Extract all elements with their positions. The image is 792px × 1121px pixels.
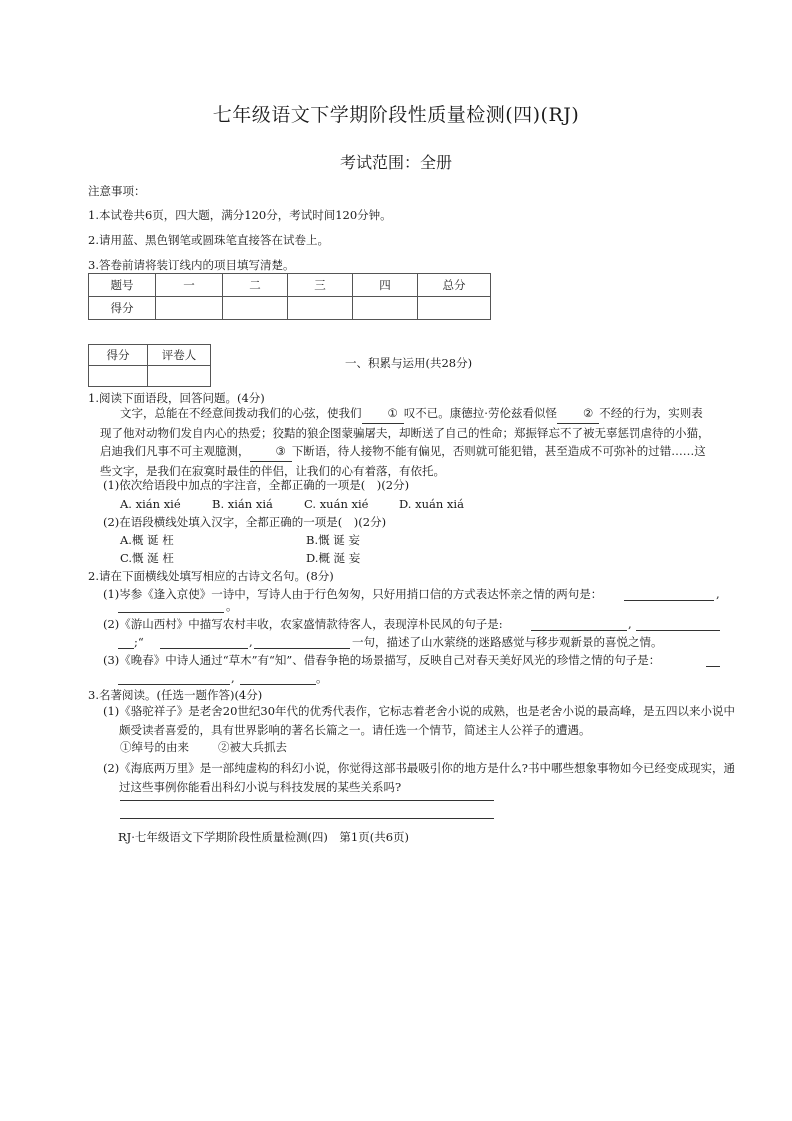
q2-sub3-blank-1[interactable] [706, 666, 720, 667]
q2-sub1-blank-2[interactable] [118, 612, 224, 613]
q1-passage [100, 404, 710, 480]
q1-sub2: (2)在语段横线处填入汉字，全都正确的一项是( )(2分) [103, 515, 387, 529]
grader-box-score-label: 得分 [89, 345, 148, 366]
q1-passage-part-2: 叹不已。康德拉·劳伦兹看似怪 [403, 406, 557, 420]
score-table-cell: 一 [156, 274, 223, 297]
grader-box-grader-cell[interactable] [148, 366, 211, 387]
score-cell-4[interactable] [353, 297, 418, 320]
score-cell-1[interactable] [156, 297, 223, 320]
q2-sub2-blank-3[interactable] [160, 648, 248, 649]
q1-passage-part-1: 文字，总能在不经意间拨动我们的心弦，使我们 [120, 406, 362, 420]
score-table-cell: 四 [353, 274, 418, 297]
q3-sub1-option-2: ②被大兵抓去 [218, 740, 287, 754]
q3-stem: 3.名著阅读。(任选一题作答)(4分) [88, 688, 263, 702]
q2-sub1: (1)岑参《逢入京使》一诗中，写诗人由于行色匆匆，只好用捎口信的方式表达怀亲之情的两句是： [103, 587, 603, 601]
period: 。 [226, 599, 238, 613]
q1-sub1-option-c: C. xuán xié [304, 497, 369, 511]
q1-blank-3: ③ [250, 442, 292, 462]
score-table-cell: 题号 [89, 274, 156, 297]
q1-blank-2: ② [557, 404, 599, 424]
page-footer: RJ·七年级语文下学期阶段性质量检测(四) 第1页(共6页) [118, 830, 410, 844]
exam-scope: 考试范围：全册 [339, 153, 452, 172]
grader-box-grader-label: 评卷人 [148, 345, 211, 366]
q2-sub2-blank-1[interactable] [531, 630, 627, 631]
comma: , [249, 635, 253, 649]
grader-box [88, 344, 211, 387]
comma: , [628, 617, 632, 631]
q2-sub2b-part-1: ;“ [134, 635, 144, 649]
note-item-1: 1.本试卷共6页，四大题，满分120分，考试时间120分钟。 [88, 208, 392, 222]
q1-passage-part-4: 下断语，待人接物不能有偏见，否则就可能犯错，甚至造成不可弥补的过错……这些文字，是我们在寂寞时最佳的伴侣，让我们的心有着落，有依托。 [100, 444, 706, 478]
score-table-cell: 二 [223, 274, 288, 297]
q2-sub2-blank-4[interactable] [254, 648, 350, 649]
q1-passage-part-3: 不经的行为，实则表现了他对动物们发自内心的热爱；狡黠的狼企图蒙骗屠夫，却断送了自己的性命；郑振铎忘不了被无辜惩罚虐待的小猫，启迪我们凡事不可主观臆测， [100, 406, 710, 458]
comma: , [231, 671, 235, 685]
q2-sub3-blank-1-cont[interactable] [118, 684, 230, 685]
q3-sub1-option-1: ①绰号的由来 [120, 740, 189, 754]
q1-sub1-option-b: B. xián xiá [212, 497, 273, 511]
q3-sub2: (2)《海底两万里》是一部纯虚构的科幻小说，你觉得这部书最吸引你的地方是什么?书中哪些想象事物如今已经变成现实，通过这些事例你能看出科幻小说与科技发展的某些关系吗? [103, 761, 735, 794]
q2-sub1-blank-1[interactable] [624, 600, 714, 601]
period: 。 [316, 671, 328, 685]
grader-box-score-cell[interactable] [89, 366, 148, 387]
answer-line-2[interactable] [120, 818, 494, 819]
answer-line-1[interactable] [120, 800, 494, 801]
score-cell-total[interactable] [418, 297, 491, 320]
q2-sub2a: (2)《游山西村》中描写农村丰收，农家盛情款待客人，表现淳朴民风的句子是: [103, 617, 503, 631]
score-table-header-row [89, 274, 491, 297]
q2-sub3-blank-2[interactable] [240, 684, 316, 685]
q2-stem: 2.请在下面横线处填写相应的古诗文名句。(8分) [88, 569, 334, 583]
q1-sub1-option-d: D. xuán xiá [399, 497, 464, 511]
note-item-3: 3.答卷前请将装订线内的项目填写清楚。 [88, 258, 295, 272]
note-item-2: 2.请用蓝、黑色钢笔或圆珠笔直接答在试卷上。 [88, 233, 329, 247]
score-table-cell: 总分 [418, 274, 491, 297]
q1-blank-1: ① [362, 404, 404, 424]
q2-sub2b-part-2: 一句，描述了山水萦绕的迷路感觉与移步观新景的喜悦之情。 [352, 635, 663, 649]
q1-sub1: (1)依次给语段中加点的字注音，全都正确的一项是( )(2分) [103, 478, 410, 492]
q1-stem: 1.阅读下面语段，回答问题。(4分) [88, 391, 265, 405]
score-cell-2[interactable] [223, 297, 288, 320]
q1-sub1-option-a: A. xián xié [120, 497, 181, 511]
score-cell-3[interactable] [288, 297, 353, 320]
q3-sub1: (1)《骆驼祥子》是老舍20世纪30年代的优秀代表作，它标志着老舍小说的成熟，也是老舍小说的最高峰，是五四以来小说中颇受读者喜爱的，具有世界影响的著名长篇之一。请任选一个情节，简述主人公祥子的遭遇。 [103, 704, 736, 737]
q2-sub2-blank-2-cont[interactable] [118, 648, 134, 649]
notes-heading: 注意事项： [88, 184, 146, 198]
q1-sub2-option-b: B.慨 诞 妄 [306, 533, 360, 547]
q2-sub3: (3)《晚春》中诗人通过“草木”有“知”、借春争艳的场景描写，反映自己对春天美好风光的珍惜之情的句子是： [103, 653, 661, 667]
score-table-row-label: 得分 [89, 297, 156, 320]
score-table-cell: 三 [288, 274, 353, 297]
section-1-title: 一、积累与运用(共28分) [345, 356, 473, 370]
q2-sub2-blank-2[interactable] [636, 630, 720, 631]
comma: , [716, 587, 720, 601]
score-table [88, 273, 491, 320]
q1-sub2-option-a: A.概 诞 枉 [120, 533, 174, 547]
q1-sub2-option-d: D.概 涎 妄 [306, 551, 361, 565]
q1-sub2-option-c: C.慨 涎 枉 [120, 551, 174, 565]
exam-title: 七年级语文下学期阶段性质量检测(四)(RJ) [212, 104, 580, 126]
score-table-score-row [89, 297, 491, 320]
